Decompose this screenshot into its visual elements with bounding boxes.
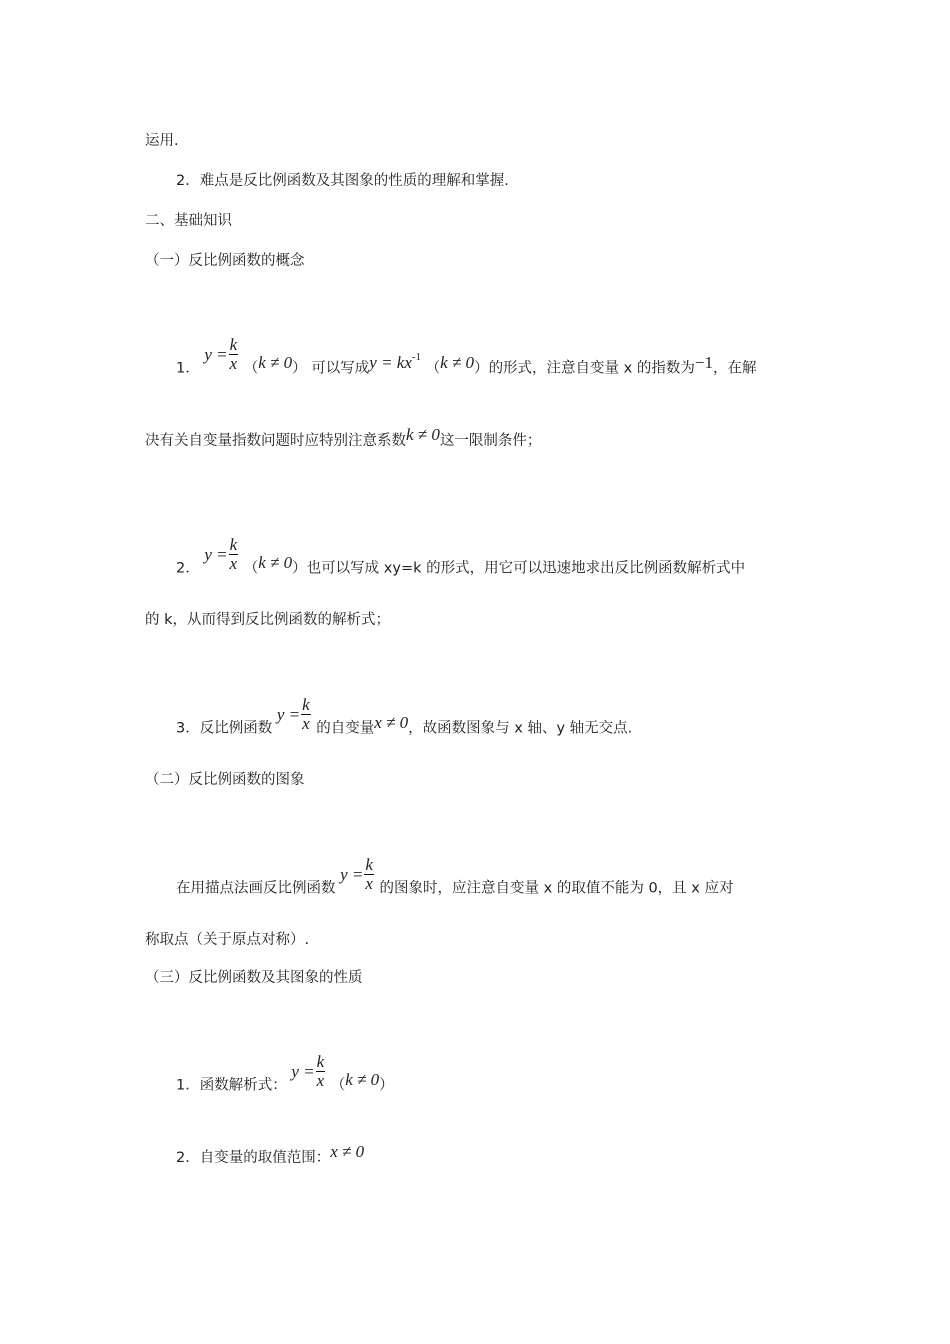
text-xy-eq-k: 也可以写成 xy=k 的形式，用它可以迅速地求出反比例函数解析式中	[306, 560, 746, 577]
formula-y-eq-k-over-x: y = $\frac{k}{x}$	[204, 535, 238, 573]
property-item-2: 2．自变量的取值范围：x ≠ 0	[176, 1142, 365, 1166]
concept-item-1-cont: 决有关自变量指数问题时应特别注意系数k ≠ 0这一限制条件；	[145, 425, 542, 449]
para-line-1: 运用.	[145, 133, 179, 149]
condition-k-ne-0: k ≠ 0	[258, 552, 293, 572]
para-difficulty: 2．难点是反比例函数及其图象的性质的理解和掌握.	[176, 173, 509, 189]
formula-y-eq-k-over-x: y = $\frac{k}{x}$	[340, 855, 373, 893]
condition-k-ne-0: k ≠ 0	[440, 352, 475, 372]
condition-k-ne-0: k ≠ 0	[345, 1069, 380, 1089]
text-form-note: 的形式，注意自变量 x 的指数为	[488, 360, 695, 377]
text-can-be-written: 可以写成	[311, 360, 370, 377]
property-item-1: 1．函数解析式： y = $\frac{k}{x}$ （k ≠ 0）	[176, 1052, 394, 1094]
paren-close: ）	[292, 360, 307, 377]
subsection-heading-concept: （一）反比例函数的概念	[145, 253, 305, 269]
text-tail: ，在解	[712, 360, 757, 377]
exponent: -1	[411, 350, 422, 363]
item-text: 3．反比例函数	[176, 720, 273, 737]
concept-item-3	[176, 695, 633, 747]
concept-item-2: 2． y = $\frac{k}{x}$ （k ≠ 0）也可以写成 xy=k 的形式，用它可以迅速地求出反比例函数解析式中	[176, 535, 746, 577]
text-variable: 的自变量	[316, 720, 375, 737]
formula-y-eq-k-over-x: y = $\frac{k}{x}$	[276, 695, 310, 733]
concept-item-2-cont: 的 k，从而得到反比例函数的解析式；	[145, 612, 391, 628]
item-number: 2．	[176, 560, 200, 577]
formula-y-eq-kx-inverse: $y = kx^{-1}$	[369, 350, 422, 372]
subsection-heading-properties: （三）反比例函数及其图象的性质	[145, 970, 363, 986]
value-negative-one: −1	[694, 352, 713, 372]
graph-paragraph-cont: 称取点（关于原点对称）.	[145, 932, 310, 948]
concept-item-1	[176, 335, 757, 387]
text-no-intersection: ，故函数图象与 x 轴、y 轴无交点.	[408, 720, 633, 737]
condition-k-ne-0: k ≠ 0	[406, 425, 440, 444]
condition-x-ne-0: x ≠ 0	[330, 1142, 365, 1161]
condition-x-ne-0: x ≠ 0	[374, 712, 409, 732]
condition-k-ne-0: k ≠ 0	[258, 352, 293, 372]
formula-y-eq-k-over-x	[204, 336, 239, 373]
item-number: 1．	[176, 360, 200, 377]
fraction-numerator: k	[229, 335, 238, 354]
section-heading-basic-knowledge: 二、基础知识	[145, 213, 232, 229]
subsection-heading-graph: （二）反比例函数的图象	[145, 772, 305, 788]
fraction-denominator: x	[229, 354, 238, 373]
formula-y-eq-k-over-x: y = $\frac{k}{x}$	[291, 1052, 325, 1090]
paren-open: （	[425, 360, 441, 377]
paren-close: ）	[474, 360, 489, 377]
paren-open: （	[243, 360, 259, 377]
formula-lhs: y =	[204, 344, 228, 364]
graph-paragraph: 在用描点法画反比例函数 y = $\frac{k}{x}$ 的图象时，应注意自变量 x 的取值不能为 0，且 x 应对	[176, 855, 734, 897]
